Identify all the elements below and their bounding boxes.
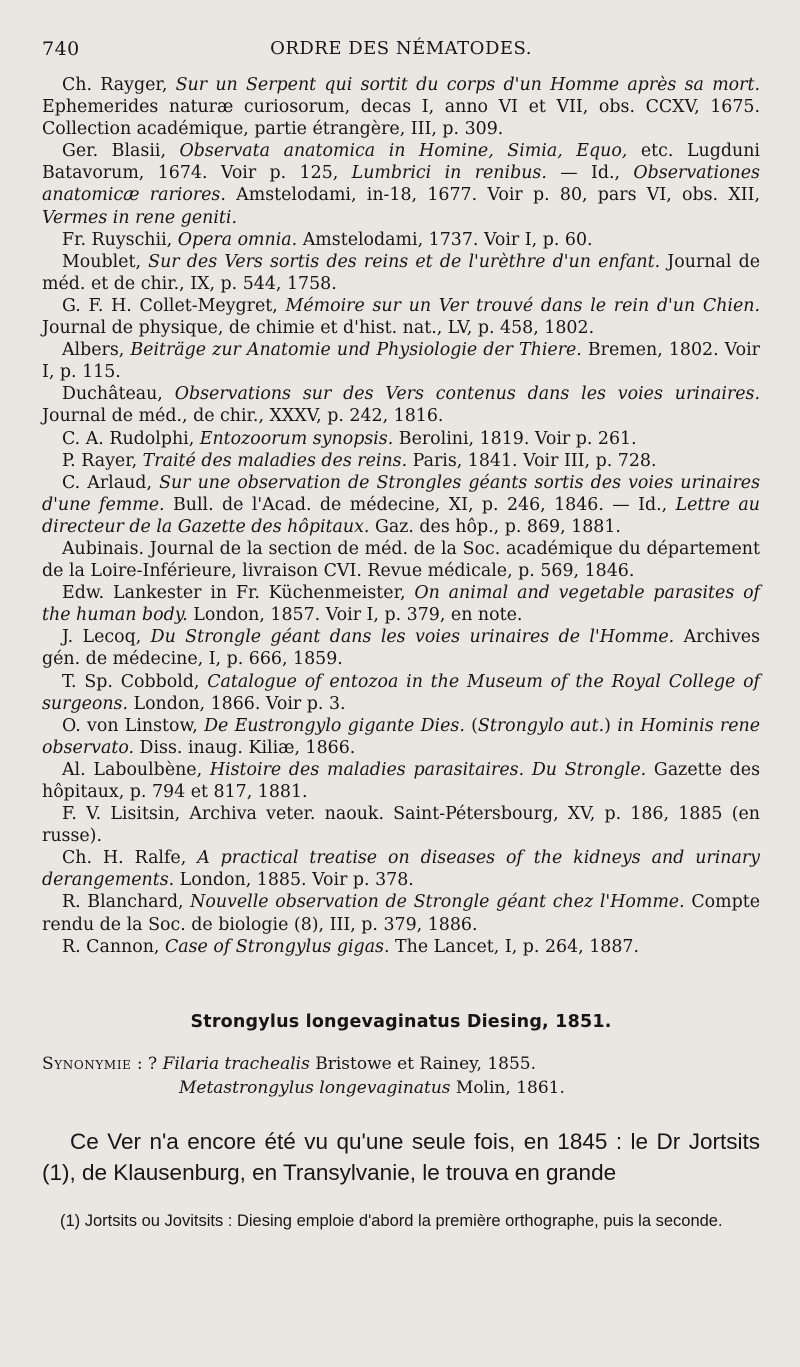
entry-author: J. Lecoq, [62,627,151,648]
entry-author: Ch. H. Ralfe, [62,848,198,869]
synonymy-row [42,1076,760,1100]
bibliography-entry [42,74,760,140]
entry-citation: Bremen, 1802. Voir I, p. 115. [42,340,760,383]
synonymy-label: Synonymie [42,1053,132,1074]
entry-title: A practical treatise on diseases of the kidneys and urinary derangements. [42,848,760,891]
page-number: 740 [42,38,80,60]
footnote: (1) Jortsits ou Jovitsits : Diesing emploie d'abord la première orthographe, puis la seconde. [60,1212,723,1231]
entry-title: Nouvelle observation de Strongle géant chez l'Homme. [190,892,685,913]
entry-author: Ger. Blasii, [62,141,180,162]
synonym-authority: Molin, 1861. [450,1077,565,1098]
entry-title: De Eustrongylo gigante Dies. [204,715,465,736]
bibliography-entry [42,295,760,339]
entry-title: Sur une observation de Strongles géants sortis des voies urinaires d'une femme. [42,472,760,515]
synonymy-separator: : ? [131,1053,163,1074]
bibliography-entry [42,582,760,626]
entry-author: Albers, [62,340,131,361]
entry-author: Fr. Ruyschii, [62,229,178,250]
bibliography-entry [42,891,760,935]
bibliography-entry [42,759,760,803]
entry-author: P. Rayer, [62,450,143,471]
entry-title: Lumbrici in renibus. [351,163,547,184]
entry-citation: Journal de physique, de chimie et d'hist. nat., LV, p. 458, 1802. [42,318,595,339]
species-heading: Strongylus longevaginatus Diesing, 1851. [190,1011,612,1032]
entry-author: R. Blanchard, [62,892,191,913]
body-paragraph: Ce Ver n'a encore été vu qu'une seule fois, en 1845 : le Dr Jortsits (1), de Klausenburg, en Transylvanie, le trouva en grande [42,1128,760,1185]
entry-title: Vermes in rene geniti. [42,207,237,228]
entry-title: Mémoire sur un Ver trouvé dans le rein d'un Chien. [285,295,760,316]
bibliography-entry [42,803,760,847]
bibliography-entry [42,538,760,582]
bibliography-entry [42,428,760,450]
entry-citation: etc. Lugduni Batavorum, 1674. Voir p. 125, [42,141,760,184]
entry-author: R. Cannon, [62,936,165,957]
entry-citation: London, 1885. Voir p. 378. [174,870,414,891]
entry-title: Observationes anatomicæ rariores. [42,163,760,206]
bibliography-entry [42,229,760,251]
entry-title: Catalogue of entozoa in the Museum of the Royal College of surgeons. [42,671,760,714]
entry-title: Du Strongle géant dans les voies urinaires de l'Homme. [150,627,675,648]
entry-title: Strongylo aut. [477,715,605,736]
entry-author: T. Sp. Cobbold, [62,671,208,692]
entry-author: Moublet, [62,251,149,272]
entry-title: Beiträge zur Anatomie und Physiologie der Thiere. [130,340,582,361]
entry-title: Observations sur des Vers contenus dans les voies urinaires. [174,384,761,405]
synonymy-block [42,1052,760,1100]
entry-citation: Amstelodami, 1737. Voir I, p. 60. [297,229,593,250]
entry-citation: Compte rendu de la Soc. de biologie (8), III, p. 379, 1886. [42,892,760,935]
entry-title: in Hominis rene observato. [42,715,760,758]
entry-author: F. V. Lisitsin, [62,804,190,825]
bibliography-entry [42,626,760,670]
entry-citation: Archives gén. de médecine, I, p. 666, 1859. [42,627,760,670]
bibliography-entry [42,450,760,472]
entry-author: Al. Laboulbène, [62,759,210,780]
entry-title: Entozoorum synopsis. [199,428,394,449]
entry-title: Observata anatomica in Homine, Simia, Equo, [179,141,628,162]
synonym-name: Metastrongylus longevaginatus [179,1077,451,1098]
entry-citation: Berolini, 1819. Voir p. 261. [393,428,637,449]
bibliography-entry [42,472,760,538]
bibliography-entry [42,383,760,427]
entry-citation: ) [604,715,618,736]
bibliography-entry [42,715,760,759]
entry-author: Aubinais. [62,538,150,559]
entry-title: Case of Strongylus gigas. [164,936,390,957]
entry-title: Lettre au directeur de la Gazette des hôpitaux. [42,494,760,537]
bibliography-entry [42,251,760,295]
entry-citation: The Lancet, I, p. 264, 1887. [389,936,640,957]
entry-citation: Diss. inaug. Kiliæ, 1866. [134,737,356,758]
entry-citation: Journal de méd., de chir., XXXV, p. 242, 1816. [42,406,444,427]
bibliography-entry [42,671,760,715]
bibliography-list [42,74,760,958]
entry-citation: Journal de méd. et de chir., IX, p. 544, 1758. [42,251,760,294]
synonymy-row [42,1052,760,1076]
bibliography-entry [42,140,760,228]
entry-author: G. F. H. Collet-Meygret, [62,295,286,316]
bibliography-entry [42,936,760,958]
entry-citation: Gaz. des hôp., p. 869, 1881. [369,516,621,537]
bibliography-entry [42,339,760,383]
running-head [42,38,760,72]
entry-citation: London, 1857. Voir I, p. 379, en note. [187,605,523,626]
entry-citation: Bull. de l'Acad. de médecine, XI, p. 246, 1846. — Id., [164,494,676,515]
entry-citation: Archiva veter. naouk. Saint-Pétersbourg, XV, p. 186, 1885 (en russe). [42,804,760,847]
synonym-authority: Bristowe et Rainey, 1855. [309,1053,536,1074]
entry-author: C. A. Rudolphi, [62,428,200,449]
entry-citation: ( [464,715,478,736]
running-title: ORDRE DES NÉMATODES. [270,38,532,59]
entry-title: Traité des maladies des reins. [142,450,408,471]
entry-citation: Amstelodami, in-18, 1677. Voir p. 80, pars VI, obs. XII, [225,185,760,206]
entry-author: O. von Linstow, [62,715,205,736]
entry-author: Edw. Lankester in Fr. Küchenmeister, [62,583,415,604]
entry-citation: Journal de la section de méd. de la Soc. académique du département de la Loire-Inférieure, livraison CVI. Revue médicale, p. 569, 1846. [42,538,760,582]
entry-title: Histoire des maladies parasitaires. Du Strongle. [209,759,647,780]
entry-author: C. Arlaud, [62,472,160,493]
entry-citation: London, 1866. Voir p. 3. [128,693,346,714]
entry-citation: Gazette des hôpitaux, p. 794 et 817, 1881. [42,759,761,802]
entry-title: Sur des Vers sortis des reins et de l'urèthre d'un enfant. [148,251,661,272]
entry-citation: Ephemerides naturæ curiosorum, decas I, anno VI et VII, obs. CCXV, 1675. Collection académique, partie étrangère, III, p. 309. [42,97,760,140]
entry-title: On animal and vegetable parasites of the human body. [42,583,760,626]
entry-title: Opera omnia. [177,229,298,250]
entry-citation: — Id., [546,163,634,184]
entry-author: Ch. Rayger, [62,75,176,95]
entry-title: Sur un Serpent qui sortit du corps d'un Homme après sa mort. [175,75,760,95]
bibliography-entry [42,847,760,891]
synonym-name: Filaria trachealis [162,1053,310,1074]
entry-citation: Paris, 1841. Voir III, p. 728. [407,450,657,471]
entry-author: Duchâteau, [62,384,175,405]
